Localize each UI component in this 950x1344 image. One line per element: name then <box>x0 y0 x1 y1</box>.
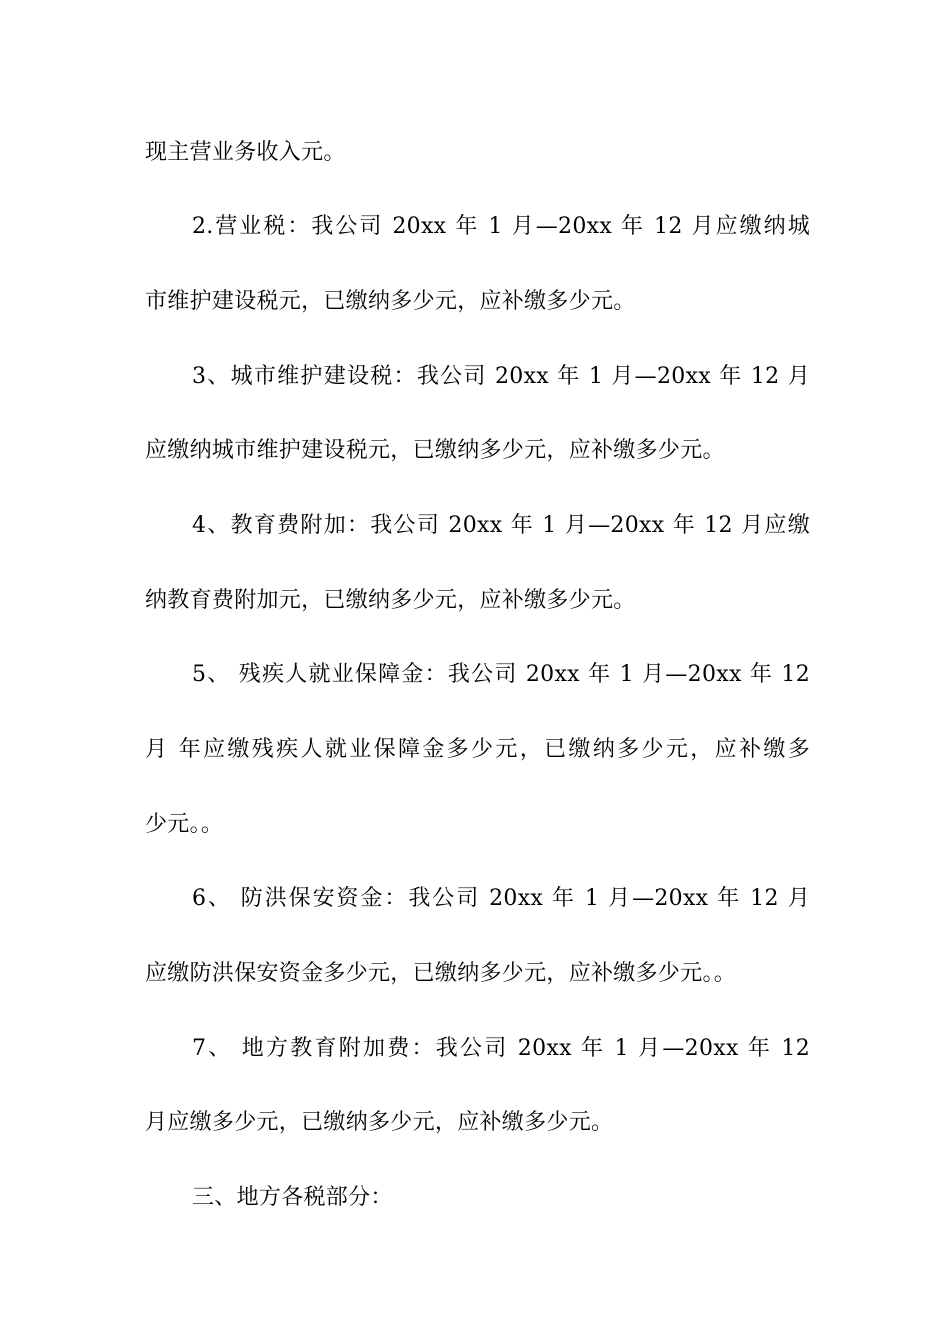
paragraph-flood-control-fund: 6、 防洪保安资金：我公司 20xx 年 1 月—20xx 年 12 月 <box>192 886 810 911</box>
text-line: 纳教育费附加元，已缴纳多少元，应补缴多少元。 <box>145 588 636 613</box>
text-line: 月 年应缴残疾人就业保障金多少元，已缴纳多少元，应补缴多 <box>145 737 810 762</box>
text-line: 现主营业务收入元。 <box>145 140 346 165</box>
section-heading-local-taxes: 三、地方各税部分： <box>192 1185 393 1210</box>
text-line: 月应缴多少元，已缴纳多少元，应补缴多少元。 <box>145 1110 614 1135</box>
paragraph-urban-maintenance-tax: 3、城市维护建设税：我公司 20xx 年 1 月—20xx 年 12 月 <box>192 364 810 389</box>
text-line: 少元。。 <box>145 812 224 837</box>
text-line: 应缴防洪保安资金多少元，已缴纳多少元，应补缴多少元。。 <box>145 961 737 986</box>
paragraph-education-surcharge: 4、教育费附加：我公司 20xx 年 1 月—20xx 年 12 月应缴 <box>192 513 810 538</box>
paragraph-disability-fund: 5、 残疾人就业保障金：我公司 20xx 年 1 月—20xx 年 12 <box>192 662 810 687</box>
paragraph-local-education-surcharge: 7、 地方教育附加费：我公司 20xx 年 1 月—20xx 年 12 <box>192 1036 810 1061</box>
text-line: 市维护建设税元，已缴纳多少元，应补缴多少元。 <box>145 289 636 314</box>
paragraph-business-tax: 2.营业税：我公司 20xx 年 1 月—20xx 年 12 月应缴纳城 <box>192 214 810 239</box>
text-line: 应缴纳城市维护建设税元，已缴纳多少元，应补缴多少元。 <box>145 438 725 463</box>
